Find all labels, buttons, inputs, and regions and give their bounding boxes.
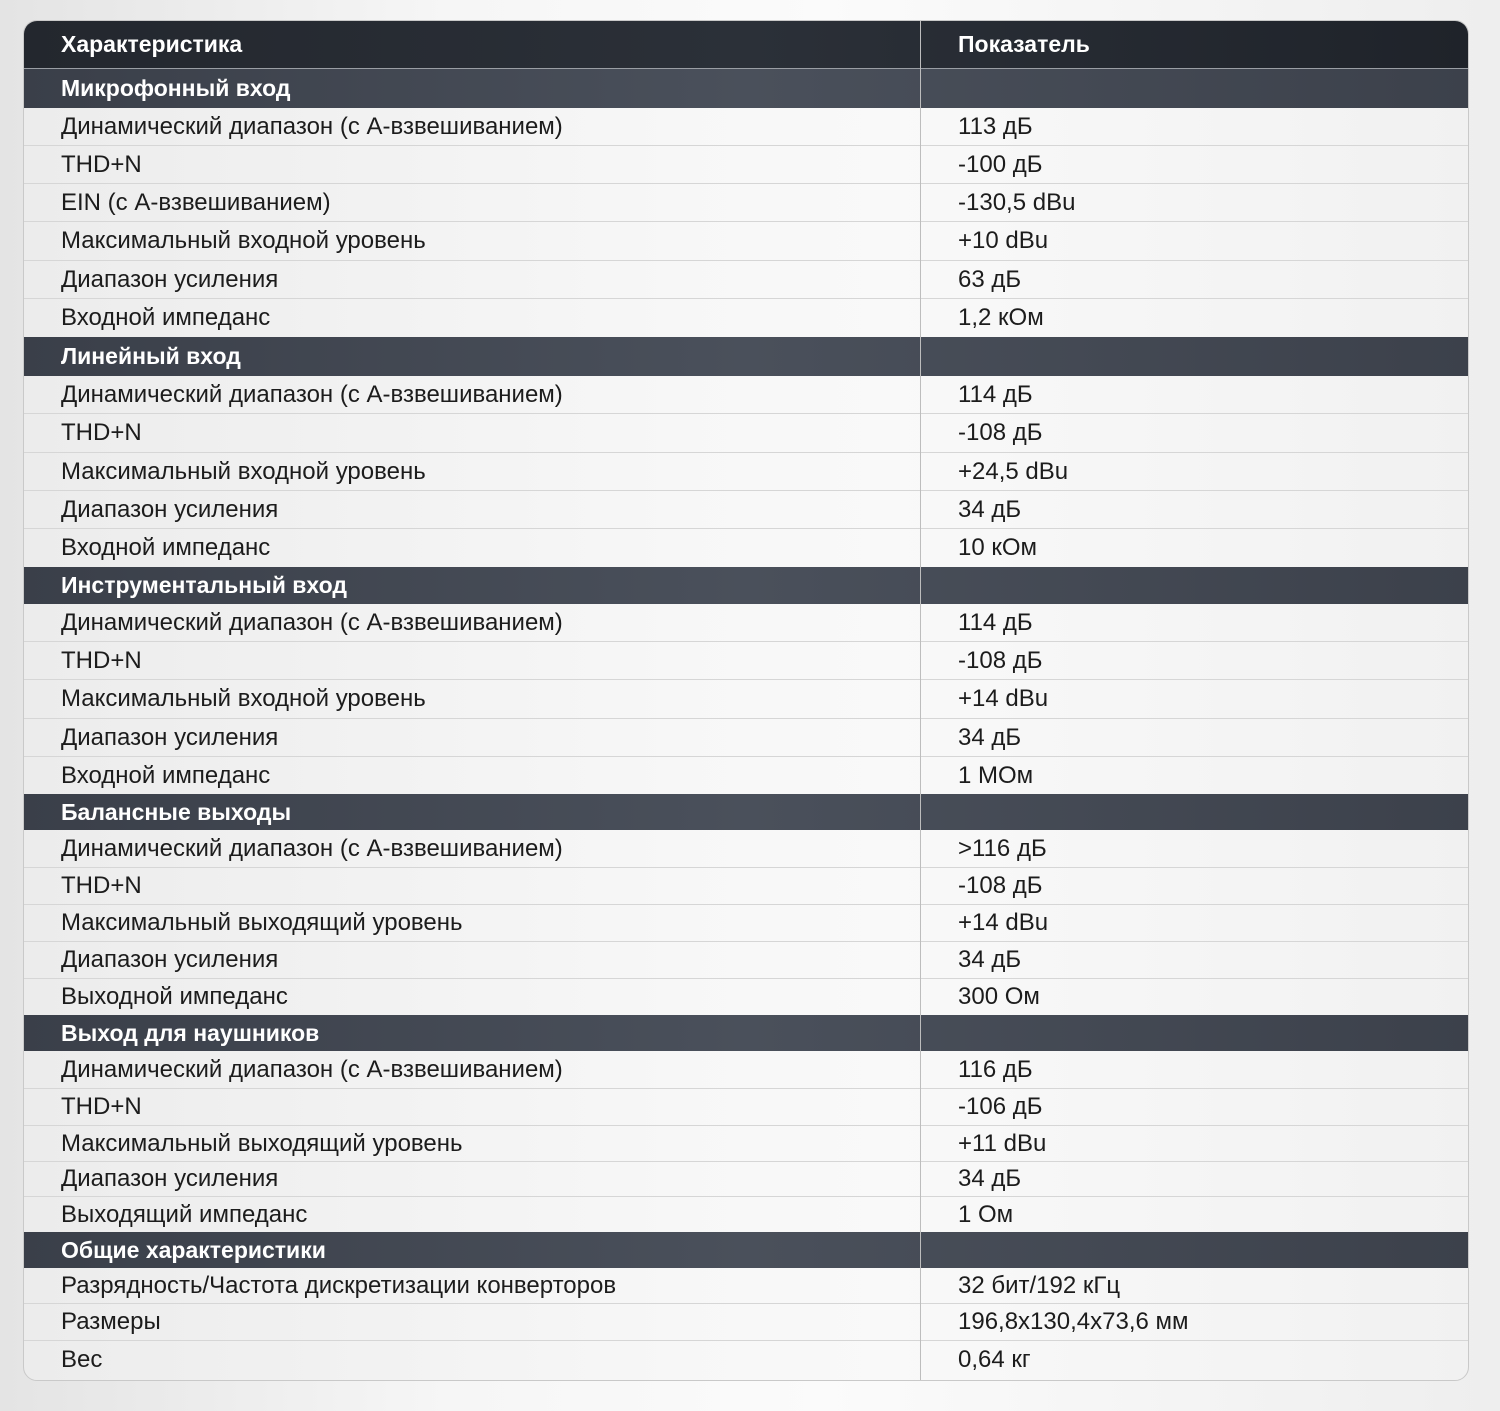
- table-row: [24, 453, 1468, 491]
- column-divider: [920, 21, 921, 1380]
- table-row: [24, 222, 1468, 261]
- row-name: EIN (с А-взвешиванием): [61, 188, 331, 216]
- row-value: 113 дБ: [958, 112, 1033, 140]
- table-row: [24, 942, 1468, 979]
- row-name: THD+N: [61, 872, 142, 899]
- section-title: Балансные выходы: [61, 798, 292, 825]
- row-name: Выходящий импеданс: [61, 1200, 308, 1228]
- section-title: Линейный вход: [61, 343, 241, 369]
- table-row: [24, 1051, 1468, 1089]
- row-name: Диапазон усиления: [61, 1165, 279, 1192]
- row-value: 0,64 кг: [958, 1345, 1031, 1373]
- row-name: Входной импеданс: [61, 304, 271, 331]
- row-name: Разрядность/Частота дискретизации конверторов: [61, 1271, 617, 1299]
- section-title: Общие характеристики: [61, 1236, 326, 1263]
- row-name: THD+N: [61, 646, 142, 674]
- row-name: Вес: [61, 1345, 103, 1373]
- row-name: Диапазон усиления: [61, 495, 279, 523]
- row-name: Динамический диапазон (с А-взвешиванием): [61, 1055, 563, 1083]
- row-name: Входной импеданс: [61, 761, 271, 789]
- row-value: >116 дБ: [958, 834, 1047, 862]
- section-title: Микрофонный вход: [61, 75, 291, 101]
- table-row: [24, 680, 1468, 719]
- section-header: [24, 337, 1468, 376]
- row-value: 1,2 кОм: [958, 304, 1044, 331]
- table-row: [24, 979, 1468, 1015]
- row-value: 10 кОм: [958, 534, 1038, 561]
- table-row: [24, 146, 1468, 184]
- row-value: 34 дБ: [958, 723, 1022, 751]
- row-value: +24,5 dBu: [958, 457, 1069, 485]
- section-header: [24, 794, 1468, 830]
- row-name: Диапазон усиления: [61, 265, 279, 293]
- row-name: Динамический диапазон (с А-взвешиванием): [61, 834, 563, 862]
- row-name: Динамический диапазон (с А-взвешиванием): [61, 112, 563, 140]
- row-value: 32 бит/192 кГц: [958, 1271, 1121, 1299]
- table-row: [24, 830, 1468, 868]
- row-name: THD+N: [61, 150, 142, 178]
- row-name: Диапазон усиления: [61, 723, 279, 751]
- spec-table: [23, 20, 1469, 1381]
- table-row: [24, 184, 1468, 222]
- row-name: Динамический диапазон (с А-взвешиванием): [61, 608, 563, 636]
- row-value: +14 dBu: [958, 909, 1049, 936]
- row-name: Максимальный выходящий уровень: [61, 1129, 463, 1157]
- row-value: +11 dBu: [958, 1129, 1047, 1157]
- row-value: 196,8x130,4x73,6 мм: [958, 1308, 1189, 1335]
- table-row: [24, 604, 1468, 642]
- header-characteristic: Характеристика: [61, 31, 243, 57]
- section-header: [24, 69, 1468, 108]
- row-value: 34 дБ: [958, 946, 1022, 973]
- row-value: 1 МОм: [958, 761, 1034, 789]
- section-header: [24, 1015, 1468, 1051]
- row-name: Входной импеданс: [61, 534, 271, 561]
- table-row: [24, 1126, 1468, 1162]
- row-value: +10 dBu: [958, 227, 1049, 254]
- table-header: [24, 21, 1468, 69]
- table-row: [24, 757, 1468, 794]
- row-value: +14 dBu: [958, 685, 1049, 712]
- row-value: -130,5 dBu: [958, 188, 1076, 216]
- row-name: THD+N: [61, 419, 142, 446]
- row-value: 300 Ом: [958, 983, 1040, 1010]
- table-row: [24, 376, 1468, 414]
- table-row: [24, 299, 1468, 337]
- table-row: [24, 868, 1468, 905]
- table-row: [24, 414, 1468, 453]
- row-name: Максимальный входной уровень: [61, 685, 426, 712]
- row-value: 114 дБ: [958, 380, 1033, 408]
- table-row: [24, 1304, 1468, 1341]
- row-value: 1 Ом: [958, 1200, 1014, 1228]
- row-name: Максимальный выходящий уровень: [61, 909, 463, 936]
- row-name: Динамический диапазон (с А-взвешиванием): [61, 380, 563, 408]
- table-row: [24, 529, 1468, 567]
- table-row: [24, 642, 1468, 680]
- row-value: -108 дБ: [958, 646, 1043, 674]
- table-row: [24, 261, 1468, 299]
- row-name: Размеры: [61, 1308, 161, 1335]
- table-row: [24, 1341, 1468, 1378]
- row-name: Максимальный входной уровень: [61, 457, 426, 485]
- row-name: Выходной импеданс: [61, 983, 288, 1010]
- row-value: -108 дБ: [958, 419, 1043, 446]
- table-row: [24, 1197, 1468, 1232]
- table-row: [24, 491, 1468, 529]
- row-value: -106 дБ: [958, 1093, 1043, 1120]
- table-row: [24, 1162, 1468, 1197]
- row-value: -100 дБ: [958, 150, 1043, 178]
- table-row: [24, 719, 1468, 757]
- row-value: 114 дБ: [958, 608, 1033, 636]
- section-title: Инструментальный вход: [61, 572, 347, 598]
- row-name: Диапазон усиления: [61, 946, 279, 973]
- section-header: [24, 567, 1468, 604]
- table-row: [24, 108, 1468, 146]
- row-value: 116 дБ: [958, 1055, 1033, 1083]
- table-row: [24, 905, 1468, 942]
- section-title: Выход для наушников: [61, 1019, 320, 1046]
- table-row: [24, 1089, 1468, 1126]
- row-name: Максимальный входной уровень: [61, 227, 426, 254]
- row-value: -108 дБ: [958, 872, 1043, 899]
- row-value: 34 дБ: [958, 495, 1022, 523]
- row-name: THD+N: [61, 1093, 142, 1120]
- row-value: 34 дБ: [958, 1165, 1022, 1192]
- row-value: 63 дБ: [958, 265, 1022, 293]
- section-header: [24, 1232, 1468, 1268]
- header-value: Показатель: [958, 31, 1090, 57]
- table-row: [24, 1268, 1468, 1304]
